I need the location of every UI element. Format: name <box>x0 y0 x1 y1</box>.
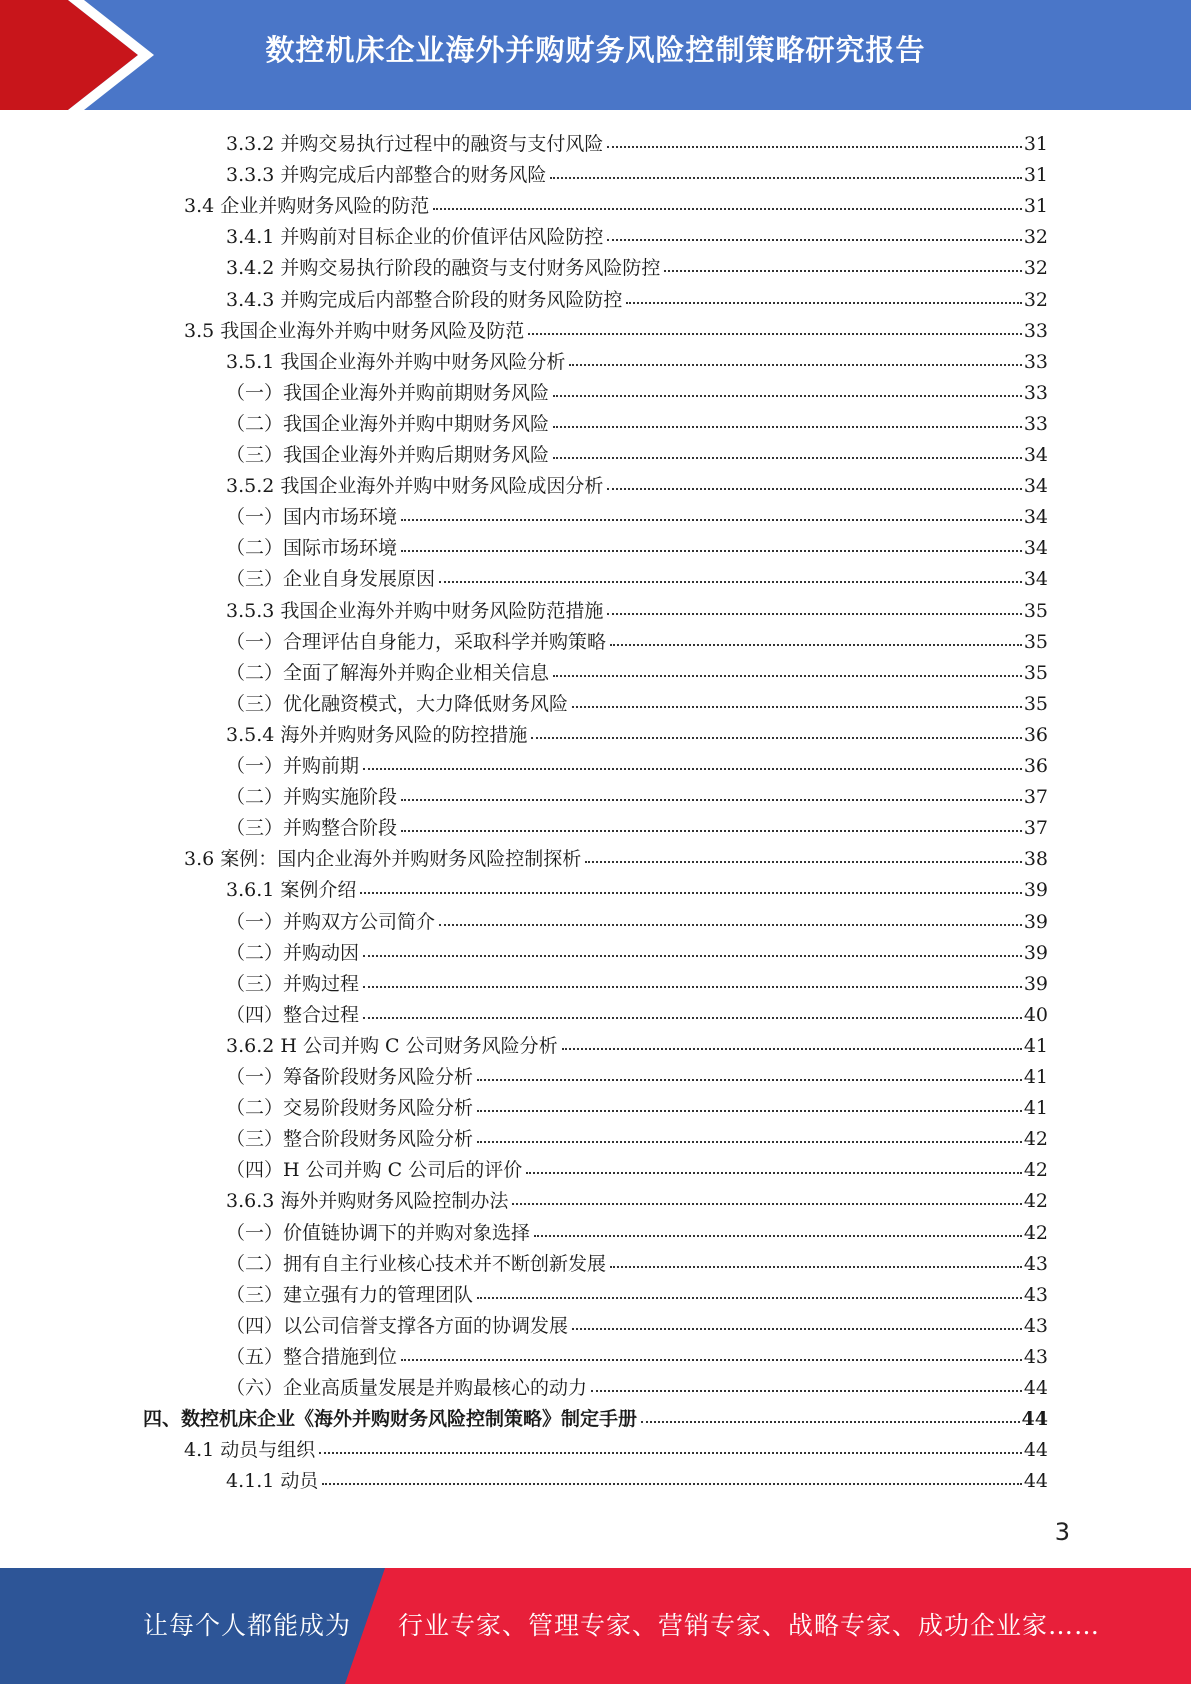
toc-dot-leader <box>401 1339 1022 1361</box>
toc-entry-label: 3.3.3 并购完成后内部整合的财务风险 <box>226 164 547 187</box>
toc-entry-page: 44 <box>1021 1408 1048 1431</box>
toc-entry[interactable] <box>226 1279 1048 1310</box>
toc-entry-label: （二）交易阶段财务风险分析 <box>226 1097 474 1120</box>
toc-entry-label: （六）企业高质量发展是并购最核心的动力 <box>226 1377 588 1399</box>
toc-dot-leader <box>562 1028 1022 1050</box>
toc-entry-page: 34 <box>1023 444 1048 466</box>
toc-entry-label: （三）企业自身发展原因 <box>226 568 436 591</box>
toc-entry-page: 43 <box>1023 1314 1048 1337</box>
toc-dot-leader <box>585 841 1022 863</box>
toc-entry[interactable] <box>226 346 1048 377</box>
toc-entry[interactable] <box>226 999 1048 1030</box>
toc-entry-page: 39 <box>1023 941 1048 964</box>
toc-entry-label: （三）建立强有力的管理团队 <box>226 1283 474 1306</box>
toc-entry[interactable] <box>226 1465 1048 1496</box>
toc-entry-page: 35 <box>1023 599 1048 622</box>
toc-entry[interactable] <box>226 470 1048 501</box>
toc-dot-leader <box>572 1308 1022 1330</box>
page-header <box>0 0 1191 110</box>
toc-entry[interactable] <box>226 221 1048 252</box>
toc-entry[interactable] <box>226 128 1048 159</box>
toc-dot-leader <box>553 655 1022 677</box>
toc-entry-label: 4.1 动员与组织 <box>184 1439 316 1462</box>
toc-entry-label: 3.4.3 并购完成后内部整合阶段的财务风险防控 <box>226 288 623 311</box>
toc-entry-label: 四、数控机床企业《海外并购财务风险控制策略》制定手册 <box>143 1408 638 1431</box>
toc-entry-page: 35 <box>1023 661 1048 684</box>
toc-entry-label: 4.1.1 动员 <box>226 1470 319 1493</box>
toc-dot-leader <box>439 904 1022 926</box>
toc-entry-page: 43 <box>1023 1345 1048 1368</box>
toc-dot-leader <box>607 126 1021 148</box>
toc-dot-leader <box>531 717 1021 739</box>
toc-dot-leader <box>610 1246 1022 1268</box>
toc-entry-page: 43 <box>1023 1283 1048 1306</box>
toc-entry-page: 33 <box>1023 412 1048 435</box>
toc-dot-leader <box>553 406 1022 428</box>
toc-entry-page: 33 <box>1023 319 1048 342</box>
toc-entry-label: 3.4 企业并购财务风险的防范 <box>184 195 430 218</box>
toc-entry[interactable] <box>226 1310 1048 1341</box>
toc-dot-leader <box>433 188 1022 210</box>
toc-dot-leader <box>439 561 1022 583</box>
toc-entry-label: 3.6.3 海外并购财务风险控制办法 <box>226 1190 509 1213</box>
toc-entry-page: 42 <box>1023 1159 1048 1182</box>
toc-entry-label: （四）以公司信誉支撑各方面的协调发展 <box>226 1314 569 1337</box>
toc-entry[interactable] <box>226 906 1048 937</box>
toc-entry-label: 3.3.2 并购交易执行过程中的融资与支付风险 <box>226 133 604 155</box>
toc-entry-page: 39 <box>1023 910 1048 933</box>
toc-entry[interactable] <box>226 1092 1048 1123</box>
toc-entry-label: （四）整合过程 <box>226 1003 360 1026</box>
toc-entry-page: 41 <box>1023 1066 1048 1088</box>
toc-entry[interactable] <box>184 843 1048 874</box>
toc-entry[interactable] <box>226 284 1048 315</box>
toc-dot-leader <box>477 1090 1022 1112</box>
toc-entry-label: （一）价值链协调下的并购对象选择 <box>226 1221 531 1244</box>
toc-entry-label: （三）整合阶段财务风险分析 <box>226 1128 474 1151</box>
toc-dot-leader <box>534 1215 1022 1237</box>
toc-dot-leader <box>553 437 1022 459</box>
toc-entry[interactable] <box>143 1403 1048 1434</box>
toc-dot-leader <box>553 375 1022 397</box>
toc-entry-page: 42 <box>1023 1190 1048 1213</box>
toc-entry[interactable] <box>226 1185 1048 1216</box>
toc-dot-leader <box>512 1183 1021 1205</box>
toc-entry-page: 34 <box>1023 506 1048 529</box>
toc-dot-leader <box>401 530 1022 552</box>
toc-entry[interactable] <box>226 595 1048 626</box>
toc-entry[interactable] <box>226 252 1048 283</box>
toc-dot-leader <box>401 499 1022 521</box>
toc-entry-label: （一）并购双方公司简介 <box>226 910 436 933</box>
toc-entry[interactable] <box>226 781 1048 812</box>
toc-entry[interactable] <box>226 812 1048 843</box>
toc-entry-label: 3.5.2 我国企业海外并购中财务风险成因分析 <box>226 475 604 498</box>
toc-entry-page: 37 <box>1023 786 1048 809</box>
toc-entry-page: 44 <box>1023 1377 1048 1399</box>
toc-entry-page: 36 <box>1023 755 1048 777</box>
toc-dot-leader <box>322 1463 1021 1485</box>
toc-entry-label: （二）拥有自主行业核心技术并不断创新发展 <box>226 1252 607 1275</box>
toc-entry[interactable] <box>226 657 1048 688</box>
toc-dot-leader <box>401 779 1022 801</box>
toc-entry-label: （三）并购整合阶段 <box>226 817 398 840</box>
page-title: 数控机床企业海外并购财务风险控制策略研究报告 <box>265 33 926 67</box>
toc-dot-leader <box>319 1432 1022 1454</box>
toc-entry-label: 3.6.2 H 公司并购 C 公司财务风险分析 <box>226 1034 558 1057</box>
toc-entry[interactable] <box>226 1248 1048 1279</box>
toc-entry[interactable] <box>226 874 1048 905</box>
toc-dot-leader <box>591 1370 1022 1392</box>
footer-slogan-right: 行业专家、管理专家、营销专家、战略专家、成功企业家…… <box>398 1611 1101 1640</box>
toc-entry[interactable] <box>184 1434 1048 1465</box>
toc-entry-label: （一）合理评估自身能力，采取科学并购策略 <box>226 630 607 653</box>
toc-dot-leader <box>363 748 1022 770</box>
toc-entry-page: 32 <box>1023 257 1048 280</box>
toc-entry-label: （二）并购动因 <box>226 941 360 964</box>
toc-entry-label: （一）我国企业海外并购前期财务风险 <box>226 381 550 404</box>
toc-dot-leader <box>607 468 1021 490</box>
toc-entry-label: （二）国际市场环境 <box>226 537 398 560</box>
toc-entry-label: 3.5 我国企业海外并购中财务风险及防范 <box>184 319 525 342</box>
toc-entry-page: 36 <box>1023 723 1048 746</box>
toc-entry-page: 31 <box>1023 133 1048 155</box>
toc-entry-page: 39 <box>1023 879 1048 902</box>
toc-entry-label: （二）我国企业海外并购中期财务风险 <box>226 412 550 435</box>
toc-entry-label: 3.5.1 我国企业海外并购中财务风险分析 <box>226 350 566 373</box>
toc-entry-page: 33 <box>1023 381 1048 404</box>
toc-entry[interactable] <box>226 750 1048 781</box>
toc-entry-label: （一）并购前期 <box>226 755 360 777</box>
toc-entry[interactable] <box>226 159 1048 190</box>
toc-entry-label: （三）我国企业海外并购后期财务风险 <box>226 444 550 466</box>
toc-entry[interactable] <box>226 439 1048 470</box>
toc-entry-page: 38 <box>1023 848 1048 871</box>
toc-entry-page: 41 <box>1023 1097 1048 1120</box>
toc-entry[interactable] <box>226 626 1048 657</box>
toc-dot-leader <box>550 157 1021 179</box>
toc-entry-page: 41 <box>1023 1034 1048 1057</box>
toc-entry-label: （三）并购过程 <box>226 972 360 995</box>
toc-entry[interactable] <box>226 1372 1048 1403</box>
toc-dot-leader <box>607 219 1021 241</box>
toc-entry-page: 35 <box>1023 630 1048 653</box>
toc-entry-page: 31 <box>1023 195 1048 218</box>
toc-entry-page: 39 <box>1023 972 1048 995</box>
toc-entry[interactable] <box>226 1217 1048 1248</box>
toc-entry[interactable] <box>226 563 1048 594</box>
toc-dot-leader <box>607 593 1021 615</box>
toc-entry-page: 33 <box>1023 350 1048 373</box>
toc-entry-label: 3.4.1 并购前对目标企业的价值评估风险防控 <box>226 226 604 249</box>
toc-entry-page: 32 <box>1023 226 1048 249</box>
toc-dot-leader <box>363 966 1022 988</box>
toc-dot-leader <box>526 1152 1022 1174</box>
toc-dot-leader <box>528 313 1022 335</box>
toc-entry[interactable] <box>226 688 1048 719</box>
toc-entry[interactable] <box>226 1341 1048 1372</box>
toc-entry-page: 35 <box>1023 692 1048 715</box>
toc-entry-label: （二）并购实施阶段 <box>226 786 398 809</box>
toc-entry-label: 3.6 案例：国内企业海外并购财务风险控制探析 <box>184 848 582 871</box>
toc-entry[interactable] <box>226 532 1048 563</box>
toc-entry-page: 40 <box>1023 1003 1048 1026</box>
toc-entry-label: 3.5.3 我国企业海外并购中财务风险防范措施 <box>226 599 604 622</box>
toc-dot-leader <box>477 1121 1022 1143</box>
toc-entry-label: （三）优化融资模式，大力降低财务风险 <box>226 692 569 715</box>
footer-slogan-left: 让每个人都能成为 <box>143 1611 352 1640</box>
toc-dot-leader <box>664 250 1021 272</box>
toc-entry[interactable] <box>226 501 1048 532</box>
toc-entry-label: 3.4.2 并购交易执行阶段的融资与支付财务风险防控 <box>226 257 661 280</box>
toc-dot-leader <box>626 282 1021 304</box>
toc-entry-page: 32 <box>1023 288 1048 311</box>
toc-dot-leader <box>641 1401 1020 1423</box>
toc-entry-label: （五）整合措施到位 <box>226 1345 398 1368</box>
toc-dot-leader <box>610 624 1022 646</box>
toc-entry[interactable] <box>184 315 1048 346</box>
toc-dot-leader <box>360 872 1021 894</box>
toc-entry-label: （二）全面了解海外并购企业相关信息 <box>226 661 550 684</box>
toc-entry[interactable] <box>226 1030 1048 1061</box>
toc-entry[interactable] <box>226 1123 1048 1154</box>
toc-entry-label: （一）国内市场环境 <box>226 506 398 529</box>
toc-entry[interactable] <box>226 937 1048 968</box>
toc-entry-label: （四）H 公司并购 C 公司后的评价 <box>226 1159 523 1182</box>
toc-entry[interactable] <box>184 190 1048 221</box>
toc-dot-leader <box>477 1277 1022 1299</box>
toc-dot-leader <box>572 686 1022 708</box>
page-footer <box>0 1568 1191 1684</box>
toc-entry[interactable] <box>226 408 1048 439</box>
toc-entry-page: 34 <box>1023 475 1048 498</box>
toc-entry-page: 34 <box>1023 537 1048 560</box>
toc-dot-leader <box>569 344 1021 366</box>
toc-entry-page: 31 <box>1023 164 1048 187</box>
toc-entry-page: 43 <box>1023 1252 1048 1275</box>
toc-entry-page: 42 <box>1023 1128 1048 1151</box>
toc-entry[interactable] <box>226 719 1048 750</box>
toc-entry[interactable] <box>226 968 1048 999</box>
toc-entry[interactable] <box>226 1154 1048 1185</box>
toc-dot-leader <box>401 810 1022 832</box>
toc-entry-label: 3.6.1 案例介绍 <box>226 879 357 902</box>
page-number: 3 <box>1054 1518 1070 1546</box>
toc-entry[interactable] <box>226 1061 1048 1092</box>
toc-entry[interactable] <box>226 377 1048 408</box>
toc-entry-page: 44 <box>1023 1439 1048 1462</box>
toc-entry-page: 34 <box>1023 568 1048 591</box>
toc-entry-page: 37 <box>1023 817 1048 840</box>
toc-dot-leader <box>363 935 1022 957</box>
toc-entry-page: 44 <box>1023 1470 1048 1493</box>
toc-dot-leader <box>363 997 1022 1019</box>
toc-entry-label: （一）筹备阶段财务风险分析 <box>226 1066 474 1088</box>
toc-dot-leader <box>477 1059 1022 1081</box>
toc-entry-page: 42 <box>1023 1221 1048 1244</box>
toc-entry-label: 3.5.4 海外并购财务风险的防控措施 <box>226 723 528 746</box>
